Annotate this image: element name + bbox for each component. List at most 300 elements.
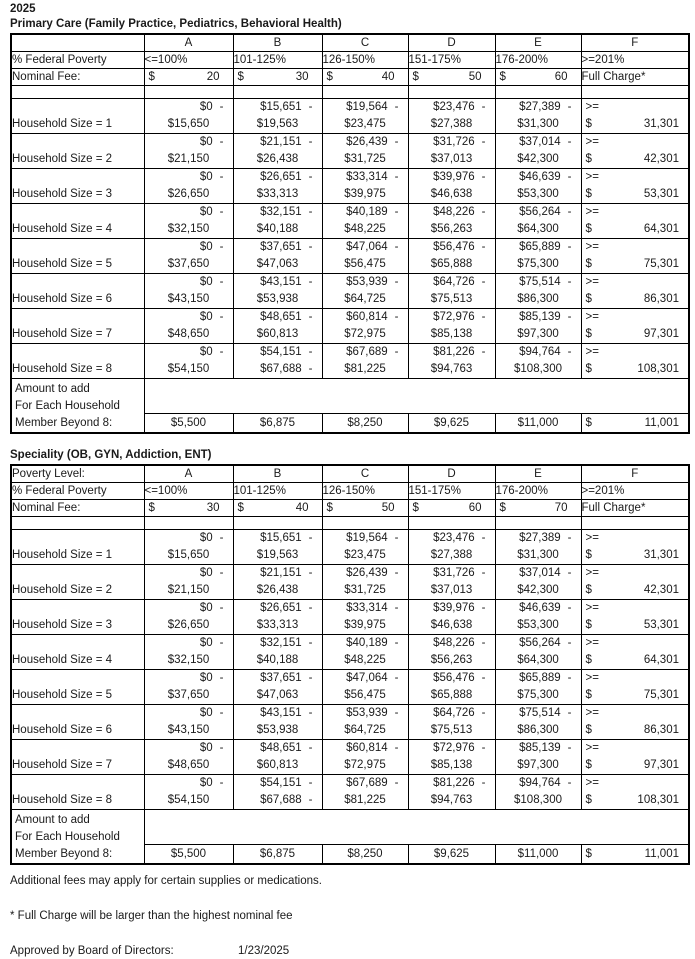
household-row [11, 670, 689, 705]
greater-equal-sign: >= [585, 171, 599, 183]
range-to-value: $94,763 [430, 363, 473, 375]
income-range-cell [144, 600, 233, 635]
beyond8-value-cell: $8,250 [322, 414, 408, 434]
income-range-to [409, 291, 495, 308]
threshold-amount: 42,301 [643, 584, 679, 596]
nominal-fee-cell: Full Charge* [581, 69, 689, 86]
range-dash: - [219, 637, 224, 649]
range-from-value: $40,189 [346, 637, 388, 649]
household-row [11, 134, 689, 169]
income-range-cell [495, 309, 581, 344]
income-range-cell [233, 169, 322, 204]
threshold-amount: 86,301 [643, 293, 679, 305]
label-spacer [12, 775, 144, 792]
poverty-bracket-cell: 176-200% [495, 483, 581, 500]
range-to-value: $46,638 [430, 619, 473, 631]
range-from-value: $0 [199, 602, 213, 614]
beyond8-value-cell: $6,875 [233, 845, 322, 865]
range-dash: - [394, 532, 399, 544]
income-range-from [234, 134, 322, 151]
label-spacer [12, 344, 144, 361]
household-label-cell [11, 204, 144, 239]
income-range-from [496, 309, 581, 326]
income-range-cell [495, 204, 581, 239]
income-range-from [145, 670, 233, 687]
income-range-to [234, 186, 322, 203]
range-from-value: $54,151 [260, 777, 302, 789]
range-to-value: $26,438 [256, 584, 299, 596]
range-dash: - [481, 777, 486, 789]
income-range-to [323, 116, 408, 133]
income-range-to [323, 291, 408, 308]
range-dash: - [567, 241, 572, 253]
full-charge-threshold-cell [581, 670, 689, 705]
income-range-cell [408, 274, 495, 309]
income-range-cell [408, 775, 495, 810]
threshold-amount: 31,301 [643, 549, 679, 561]
income-range-cell [408, 344, 495, 379]
income-range-cell [495, 775, 581, 810]
fee-amount: 30 [206, 502, 220, 514]
income-range-to [496, 326, 581, 343]
range-from-value: $0 [199, 241, 213, 253]
greater-equal-sign: >= [585, 742, 599, 754]
poverty-bracket-cell: 126-150% [322, 52, 408, 69]
income-range-cell [495, 239, 581, 274]
column-letter-cell: A [144, 465, 233, 483]
income-range-cell [233, 565, 322, 600]
range-from-value: $67,689 [346, 777, 388, 789]
income-range-cell [322, 670, 408, 705]
greater-equal-sign: >= [585, 276, 599, 288]
full-charge-threshold-cell [581, 705, 689, 740]
column-letter-cell: B [233, 465, 322, 483]
household-label-cell [11, 740, 144, 775]
range-from-value: $85,139 [519, 742, 561, 754]
household-row [11, 204, 689, 239]
range-from-value: $0 [199, 637, 213, 649]
income-range-from [234, 530, 322, 547]
range-from-value: $81,226 [433, 346, 475, 358]
income-range-cell [322, 274, 408, 309]
income-range-from [234, 169, 322, 186]
range-to-value: $48,225 [344, 654, 386, 666]
greater-equal-sign: >= [585, 602, 599, 614]
income-range-to [145, 547, 233, 564]
currency-symbol: $ [585, 363, 592, 375]
range-to-value: $33,313 [256, 619, 299, 631]
amount-to-add-label-line: For Each Household [15, 831, 120, 843]
range-from-value: $0 [199, 171, 213, 183]
range-to-value: $86,300 [517, 724, 559, 736]
range-to-value: $65,888 [430, 689, 473, 701]
income-range-cell [233, 134, 322, 169]
range-from-value: $0 [199, 101, 213, 113]
greater-equal-sign: >= [585, 637, 599, 649]
greater-equal-sign: >= [585, 101, 599, 113]
threshold-amount: 75,301 [643, 258, 679, 270]
income-range-from [234, 565, 322, 582]
poverty-row [11, 483, 689, 500]
full-charge-amount [582, 256, 689, 273]
income-range-cell [144, 239, 233, 274]
income-range-cell [408, 99, 495, 134]
spacer-cell [144, 517, 233, 530]
range-dash: - [481, 532, 486, 544]
income-range-from [496, 99, 581, 116]
poverty-label-cell: % Federal Poverty [11, 483, 144, 500]
income-range-cell [144, 530, 233, 565]
income-range-from [409, 344, 495, 361]
label-spacer [12, 99, 144, 116]
income-range-from [145, 204, 233, 221]
income-range-to [323, 361, 408, 378]
poverty-row [11, 52, 689, 69]
full-charge-threshold-cell [581, 600, 689, 635]
income-range-cell [144, 204, 233, 239]
range-to-value: $60,813 [256, 759, 299, 771]
range-dash: - [481, 276, 486, 288]
income-range-to [496, 547, 581, 564]
household-size-label: Household Size = 2 [12, 153, 113, 165]
range-to-value: $97,300 [517, 759, 559, 771]
income-range-cell [495, 530, 581, 565]
range-from-value: $48,226 [433, 637, 475, 649]
income-range-from [496, 635, 581, 652]
range-from-value: $39,976 [433, 171, 475, 183]
income-range-from [145, 169, 233, 186]
income-range-from [145, 530, 233, 547]
nominal-fee-cell [408, 69, 495, 86]
fee-amount: 60 [468, 502, 482, 514]
range-dash: - [219, 311, 224, 323]
range-to-value: $56,475 [344, 258, 386, 270]
income-range-from [409, 239, 495, 256]
income-range-to [496, 361, 581, 378]
income-range-cell [144, 344, 233, 379]
beyond8-value-cell: $9,625 [408, 845, 495, 865]
range-from-value: $21,151 [260, 136, 302, 148]
income-range-to [323, 582, 408, 599]
spacer-cell [11, 86, 144, 99]
income-range-from [496, 705, 581, 722]
income-range-cell [144, 309, 233, 344]
range-from-value: $0 [199, 346, 213, 358]
income-range-cell [408, 309, 495, 344]
range-from-value: $48,651 [260, 311, 302, 323]
household-row [11, 344, 689, 379]
income-range-from [496, 775, 581, 792]
nominal-fee-value [323, 502, 408, 514]
income-range-to [234, 652, 322, 669]
income-range-to [409, 792, 495, 809]
income-range-cell [322, 635, 408, 670]
range-from-value: $23,476 [433, 101, 475, 113]
nominal-fee-cell [322, 69, 408, 86]
range-to-value: $32,150 [167, 654, 210, 666]
range-from-value: $33,314 [346, 171, 388, 183]
beyond8-value-cell: $11,000 [495, 414, 581, 434]
income-range-cell [495, 740, 581, 775]
range-from-value: $37,651 [260, 672, 302, 684]
range-to-value: $56,263 [430, 223, 473, 235]
income-range-cell [233, 99, 322, 134]
range-from-value: $33,314 [346, 602, 388, 614]
income-range-cell [408, 600, 495, 635]
range-dash: - [481, 136, 486, 148]
income-range-to [234, 291, 322, 308]
income-range-to [323, 221, 408, 238]
range-dash: - [481, 602, 486, 614]
currency-symbol: $ [585, 619, 592, 631]
label-spacer [12, 169, 144, 186]
income-range-from [145, 134, 233, 151]
spacer-cell [495, 517, 581, 530]
range-to-value: $31,300 [517, 118, 559, 130]
amount-to-add-label-line: For Each Household [15, 400, 120, 412]
income-range-from [323, 309, 408, 326]
range-from-value: $46,639 [519, 602, 561, 614]
income-range-cell [495, 169, 581, 204]
income-range-from [145, 705, 233, 722]
income-range-from [234, 775, 322, 792]
greater-equal-sign: >= [585, 346, 599, 358]
range-from-value: $0 [199, 276, 213, 288]
income-range-from [145, 600, 233, 617]
income-range-to [145, 186, 233, 203]
range-dash: - [394, 707, 399, 719]
range-from-value: $43,151 [260, 707, 302, 719]
income-range-cell [144, 99, 233, 134]
household-label-cell [11, 274, 144, 309]
threshold-amount: 53,301 [643, 188, 679, 200]
range-to-value: $81,225 [344, 794, 386, 806]
full-charge-amount [582, 722, 689, 739]
approved-by-label: Approved by Board of Directors: [10, 945, 174, 957]
range-to-value: $47,063 [256, 689, 299, 701]
poverty-bracket-cell: 151-175% [408, 483, 495, 500]
currency-symbol: $ [585, 654, 592, 666]
income-range-from [409, 705, 495, 722]
range-dash: - [394, 777, 399, 789]
range-from-value: $75,514 [519, 707, 561, 719]
income-range-from [323, 635, 408, 652]
range-to-value: $56,263 [430, 654, 473, 666]
income-range-cell [144, 740, 233, 775]
range-to-value: $26,650 [167, 188, 210, 200]
range-from-value: $56,476 [433, 241, 475, 253]
column-letter-cell: D [408, 34, 495, 52]
range-to-value: $75,513 [430, 724, 473, 736]
nominal-fee-value [323, 71, 408, 83]
currency-symbol: $ [148, 502, 155, 514]
range-dash: - [481, 567, 486, 579]
income-range-cell [495, 600, 581, 635]
range-from-value: $0 [199, 206, 213, 218]
income-range-from [409, 204, 495, 221]
income-range-to [409, 652, 495, 669]
income-range-from [409, 134, 495, 151]
range-to-value: $42,300 [517, 153, 559, 165]
income-range-from [409, 565, 495, 582]
currency-symbol: $ [585, 724, 592, 736]
currency-symbol: $ [585, 223, 592, 235]
full-charge-threshold-cell [581, 309, 689, 344]
full-charge-amount [582, 652, 689, 669]
income-range-from [323, 169, 408, 186]
income-range-cell [495, 134, 581, 169]
threshold-amount: 11,001 [644, 848, 679, 860]
range-dash: - [308, 672, 313, 684]
range-dash: - [394, 672, 399, 684]
income-range-from [409, 635, 495, 652]
label-spacer [12, 134, 144, 151]
threshold-amount: 64,301 [643, 654, 679, 666]
beyond8-full-charge-cell [581, 845, 689, 865]
range-from-value: $81,226 [433, 777, 475, 789]
full-charge-amount [582, 792, 689, 809]
household-size-label: Household Size = 6 [12, 724, 113, 736]
range-dash: - [219, 101, 224, 113]
range-dash: - [481, 672, 486, 684]
income-range-from [323, 740, 408, 757]
poverty-bracket-cell: 176-200% [495, 52, 581, 69]
range-from-value: $60,814 [346, 742, 388, 754]
range-from-value: $32,151 [260, 206, 302, 218]
spacer-cell [408, 86, 495, 99]
range-dash: - [567, 206, 572, 218]
currency-symbol: $ [326, 502, 333, 514]
range-dash: - [308, 532, 313, 544]
threshold-amount: 86,301 [643, 724, 679, 736]
income-range-cell [144, 565, 233, 600]
income-range-to [234, 792, 322, 809]
threshold-amount: 53,301 [643, 619, 679, 631]
income-range-cell [322, 705, 408, 740]
range-from-value: $31,726 [433, 567, 475, 579]
household-size-label: Household Size = 5 [12, 258, 113, 270]
currency-symbol: $ [237, 71, 244, 83]
income-range-to [323, 617, 408, 634]
income-range-to [145, 722, 233, 739]
full-charge-amount [582, 582, 689, 599]
income-range-to [145, 757, 233, 774]
range-from-value: $0 [199, 567, 213, 579]
poverty-label-cell: % Federal Poverty [11, 52, 144, 69]
range-from-value: $37,651 [260, 241, 302, 253]
range-dash: - [481, 637, 486, 649]
income-range-from [234, 239, 322, 256]
income-range-from [496, 530, 581, 547]
full-charge-threshold-cell [581, 344, 689, 379]
range-from-value: $39,976 [433, 602, 475, 614]
household-size-label: Household Size = 8 [12, 794, 113, 806]
income-range-to [145, 687, 233, 704]
income-range-to [409, 116, 495, 133]
range-dash: - [567, 707, 572, 719]
range-from-value: $46,639 [519, 171, 561, 183]
income-range-from [323, 274, 408, 291]
range-to-value: $19,563 [256, 118, 299, 130]
beyond8-value-cell: $8,250 [322, 845, 408, 865]
income-range-cell [322, 134, 408, 169]
income-range-from [323, 705, 408, 722]
nominal-fee-row [11, 69, 689, 86]
income-range-to [145, 151, 233, 168]
column-letter-row [11, 34, 689, 52]
currency-symbol: $ [585, 549, 592, 561]
range-from-value: $23,476 [433, 532, 475, 544]
range-dash: - [308, 171, 313, 183]
income-range-from [496, 204, 581, 221]
range-to-value: $67,688 [260, 363, 302, 375]
income-range-cell [408, 565, 495, 600]
range-from-value: $94,764 [519, 777, 561, 789]
income-range-to [409, 547, 495, 564]
range-dash: - [219, 707, 224, 719]
beyond8-full-charge-cell [581, 414, 689, 434]
household-size-label: Household Size = 4 [12, 223, 113, 235]
column-letter-cell: A [144, 34, 233, 52]
income-range-from [409, 740, 495, 757]
full-charge-amount [582, 291, 689, 308]
household-row [11, 740, 689, 775]
range-from-value: $27,389 [519, 532, 561, 544]
range-dash: - [567, 276, 572, 288]
nominal-fee-value [234, 71, 322, 83]
income-range-to [409, 151, 495, 168]
range-to-value: $43,150 [167, 724, 210, 736]
spacer-cell [581, 517, 689, 530]
range-to-value: $47,063 [256, 258, 299, 270]
household-label-cell [11, 169, 144, 204]
range-from-value: $47,064 [346, 241, 388, 253]
income-range-to [496, 151, 581, 168]
income-range-to [323, 792, 408, 809]
range-dash: - [481, 101, 486, 113]
range-dash: - [394, 136, 399, 148]
currency-symbol: $ [585, 153, 592, 165]
column-letter-cell: C [322, 465, 408, 483]
range-dash: - [219, 206, 224, 218]
range-dash: - [567, 136, 572, 148]
full-charge-amount [582, 221, 689, 238]
beyond8-value-cell: $11,000 [495, 845, 581, 865]
full-charge-threshold-cell [581, 740, 689, 775]
currency-symbol: $ [585, 188, 592, 200]
income-range-to [234, 221, 322, 238]
primary-care-grid [10, 33, 690, 434]
household-size-label: Household Size = 3 [12, 619, 113, 631]
range-from-value: $72,976 [433, 311, 475, 323]
income-range-to [145, 116, 233, 133]
currency-symbol: $ [585, 584, 592, 596]
primary-care-table [10, 33, 689, 434]
income-range-from [145, 274, 233, 291]
range-to-value: $37,013 [430, 584, 473, 596]
income-range-from [496, 740, 581, 757]
income-range-from [323, 530, 408, 547]
column-letter-cell: F [581, 34, 689, 52]
full-charge-threshold-cell [581, 775, 689, 810]
income-range-from [234, 99, 322, 116]
currency-symbol: $ [585, 689, 592, 701]
fee-amount: 70 [554, 502, 568, 514]
range-to-value: $94,763 [430, 794, 473, 806]
range-to-value: $108,300 [514, 363, 562, 375]
income-range-to [496, 186, 581, 203]
threshold-amount: 64,301 [643, 223, 679, 235]
